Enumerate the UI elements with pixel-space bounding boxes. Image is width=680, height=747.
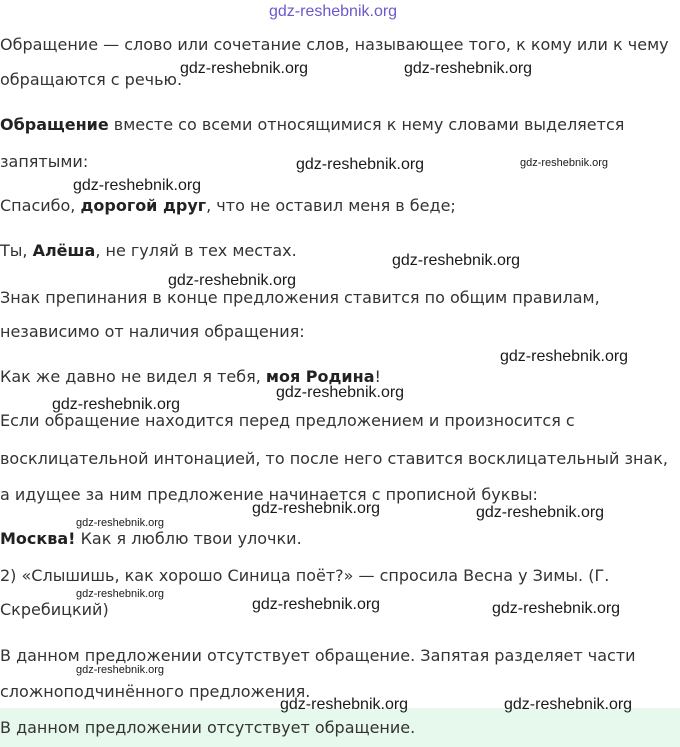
watermark: gdz-reshebnik.org [269, 3, 398, 20]
watermark: gdz-reshebnik.org [52, 396, 181, 413]
text-span: Как же давно не видел я тебя, [0, 367, 266, 386]
text-span: , что не оставил меня в беде; [206, 196, 456, 215]
text-line-7: Знак препинания в конце предложения ставится по общим правилам, [0, 288, 600, 307]
watermark: gdz-reshebnik.org [76, 664, 165, 676]
watermark: gdz-reshebnik.org [76, 588, 165, 600]
watermark: gdz-reshebnik.org [500, 348, 629, 365]
example-line-1 [0, 196, 456, 216]
text-span: Спасибо, [0, 196, 81, 215]
address-bold: моя Родина [265, 367, 375, 386]
watermark: gdz-reshebnik.org [392, 252, 521, 269]
watermark: gdz-reshebnik.org [280, 696, 409, 713]
watermark: gdz-reshebnik.org [476, 504, 605, 521]
text-span: , не гуляй в тех местах. [95, 241, 297, 260]
address-bold: Москва! [0, 529, 76, 548]
watermark: gdz-reshebnik.org [296, 156, 425, 173]
text-span: Как я люблю твои улочки. [75, 529, 302, 548]
watermark: gdz-reshebnik.org [492, 600, 621, 617]
watermark: gdz-reshebnik.org [252, 500, 381, 517]
term-bold: Обращение [0, 115, 109, 134]
text-line-3 [0, 115, 624, 135]
example-line-4 [0, 529, 302, 549]
watermark: gdz-reshebnik.org [180, 60, 309, 77]
task-line-2: Скребицкий) [0, 600, 109, 619]
text-line-1: Обращение — слово или сочетание слов, называющее того, к кому или к чему [0, 35, 669, 54]
example-line-2 [0, 241, 297, 261]
text-line-4: запятыми: [0, 152, 89, 171]
watermark: gdz-reshebnik.org [404, 60, 533, 77]
address-bold: дорогой друг [80, 196, 207, 215]
text-span: ! [374, 367, 381, 386]
watermark: gdz-reshebnik.org [520, 157, 609, 169]
address-bold: Алёша [32, 241, 96, 260]
text-line-2: обращаются с речью. [0, 70, 183, 89]
text-line-10: Если обращение находится перед предложением и произносится с [0, 411, 575, 430]
explanation-line-2: сложноподчинённого предложения. [0, 682, 311, 701]
watermark: gdz-reshebnik.org [276, 384, 405, 401]
text-line-12: а идущее за ним предложение начинается с прописной буквы: [0, 485, 538, 504]
explanation-line-1: В данном предложении отсутствует обращение. Запятая разделяет части [0, 646, 636, 665]
text-line-11: восклицательной интонацией, то после него ставится восклицательный знак, [0, 449, 668, 468]
text-span: Ты, [0, 241, 33, 260]
text-line-8: независимо от наличия обращения: [0, 322, 305, 341]
watermark: gdz-reshebnik.org [73, 177, 202, 194]
watermark: gdz-reshebnik.org [168, 272, 297, 289]
task-line-1: 2) «Слышишь, как хорошо Синица поёт?» — спросила Весна у Зимы. (Г. [0, 566, 610, 585]
watermark: gdz-reshebnik.org [504, 696, 633, 713]
answer-text: В данном предложении отсутствует обращение. [0, 718, 416, 737]
watermark: gdz-reshebnik.org [76, 517, 165, 529]
watermark: gdz-reshebnik.org [252, 596, 381, 613]
text-span: вместе со всеми относящимися к нему словами выделяется [108, 115, 625, 134]
